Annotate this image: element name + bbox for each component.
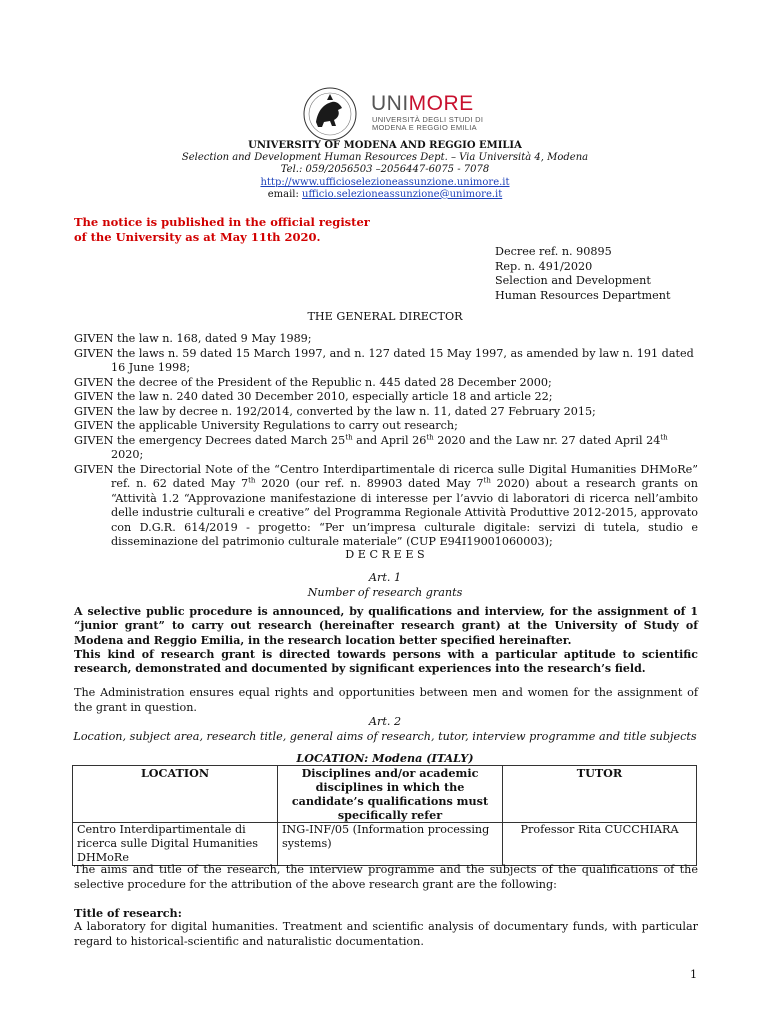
art1-subtitle: Number of research grants bbox=[307, 585, 463, 599]
given-clause: GIVEN the laws n. 59 dated 15 March 1997, and n. 127 dated 15 May 1997, as amended by law n. 191 dated 16 June 1998; bbox=[74, 346, 694, 374]
decrees-heading: D E C R E E S bbox=[345, 548, 425, 561]
given-clause-emergency: GIVEN the emergency Decrees dated March 25th and April 26th 2020 and the Law nr. 27 dated April 24th 2020; bbox=[74, 432, 668, 461]
table-row bbox=[73, 823, 697, 866]
given-clause: GIVEN the law n. 240 dated 30 December 2010, especially article 18 and article 22; bbox=[74, 390, 553, 403]
brand-subtitle bbox=[372, 116, 483, 132]
website-link[interactable]: http://www.ufficioselezioneassunzione.unimore.it bbox=[260, 176, 510, 188]
after-table-text: The aims and title of the research, the interview programme and the subjects of the qualifications of the selective procedure for the attribution of the above research grant are the following: bbox=[74, 863, 698, 891]
cell-location: Centro Interdipartimentale di ricerca sulle Digital Humanities DHMoRe bbox=[73, 823, 278, 866]
brand-wordmark bbox=[371, 93, 474, 115]
research-title-label: Title of research: bbox=[74, 906, 182, 920]
email-link[interactable]: ufficio.selezioneassunzione@unimore.it bbox=[302, 188, 503, 200]
brand-prefix: UNI bbox=[371, 92, 409, 115]
decree-ref: Decree ref. n. 90895 bbox=[495, 245, 612, 258]
decree-rep: Rep. n. 491/2020 bbox=[495, 259, 593, 273]
art1-body bbox=[74, 605, 698, 676]
notice-line1: The notice is published in the official register bbox=[74, 215, 370, 229]
university-name: UNIVERSITY OF MODENA AND REGGIO EMILIA bbox=[248, 140, 522, 151]
university-logo bbox=[300, 86, 370, 142]
given-clause: GIVEN the applicable University Regulations to carry out research; bbox=[74, 419, 458, 432]
art1-para1: A selective public procedure is announced, by qualifications and interview, for the assignment of 1 “junior grant” to carry out research (hereinafter research grant) at the University of Study of Modena and Reggio Emilia, in the research location better specified hereinafter. bbox=[74, 605, 698, 647]
art1-para3: The Administration ensures equal rights and opportunities between men and women for the assignment of the grant in question. bbox=[74, 686, 698, 714]
header-location: LOCATION bbox=[73, 766, 278, 823]
given-clause-directorial: GIVEN the Directorial Note of the “Centro Interdipartimentale di ricerca sulle Digital Humanities DHMoRe” ref. n. 62 dated May 7th 2020 (our ref. n. 89903 dated May 7th 2020) about a research grants on “Attività 1.2 “Approvazione manifestazione di interesse per l’avvio di laboratori di ricerca nell’ambito delle industrie culturali e creative” del Programma Regionale Attività Produttive 2012-2015, approvato con D.G.R. 614/2019 - progetto: “Per un’impresa culturale digitale: servizi di tutela, studio e disseminazione del patrimonio culturale materiale” (CUP E94I19001060003); bbox=[74, 462, 699, 548]
given-clause: GIVEN the law by decree n. 192/2014, converted by the law n. 11, dated 27 February 2015; bbox=[74, 404, 596, 418]
cell-disciplines: ING-INF/05 (Information processing systems) bbox=[278, 823, 503, 866]
brand-sub2: MODENA E REGGIO EMILIA bbox=[372, 123, 477, 132]
given-clauses bbox=[74, 332, 698, 550]
brand-suffix: MORE bbox=[408, 92, 474, 115]
seal-icon bbox=[300, 86, 370, 142]
given-clause: GIVEN the decree of the President of the Republic n. 445 dated 28 December 2000; bbox=[74, 375, 552, 389]
art1-heading bbox=[0, 571, 770, 600]
art2-title: Art. 2 bbox=[368, 715, 402, 728]
art2-heading bbox=[0, 715, 770, 744]
dept-address: Selection and Development Human Resources Dept. – Via Università 4, Modena bbox=[181, 152, 589, 164]
director-title: THE GENERAL DIRECTOR bbox=[307, 310, 463, 323]
brand-sub1: UNIVERSITÀ DEGLI STUDI DI bbox=[372, 115, 484, 124]
page-number: 1 bbox=[690, 968, 698, 981]
header-disciplines: Disciplines and/or academic disciplines in which the candidate’s qualifications must specifically refer bbox=[278, 766, 503, 823]
research-location-table bbox=[72, 765, 697, 866]
phone-numbers: Tel.: 059/2056503 –2056447-6075 - 7078 bbox=[280, 164, 490, 176]
letterhead bbox=[0, 140, 770, 201]
decree-office1: Selection and Development bbox=[495, 274, 651, 287]
research-title-text: A laboratory for digital humanities. Treatment and scientific analysis of documentary funds, with particular regard to historical-scientific and naturalistic documentation. bbox=[74, 920, 698, 948]
given-clause: GIVEN the law n. 168, dated 9 May 1989; bbox=[74, 332, 312, 345]
cell-tutor: Professor Rita CUCCHIARA bbox=[503, 823, 697, 866]
art1-title: Art. 1 bbox=[368, 571, 402, 584]
email-label: email: bbox=[267, 188, 303, 200]
decree-office2: Human Resources Department bbox=[495, 288, 671, 302]
header-tutor: TUTOR bbox=[503, 766, 697, 823]
publication-notice bbox=[74, 215, 370, 244]
art2-subtitle: Location, subject area, research title, general aims of research, tutor, interview programme and title subjects bbox=[73, 729, 697, 743]
decree-reference bbox=[495, 245, 670, 303]
table-header-row bbox=[73, 766, 697, 823]
art1-para2: This kind of research grant is directed towards persons with a particular aptitude to scientific research, demonstrated and documented by significant experiences into the research’s field. bbox=[74, 647, 698, 676]
notice-line2: of the University as at May 11th 2020. bbox=[74, 229, 321, 244]
table-caption: LOCATION: Modena (ITALY) bbox=[296, 751, 474, 765]
